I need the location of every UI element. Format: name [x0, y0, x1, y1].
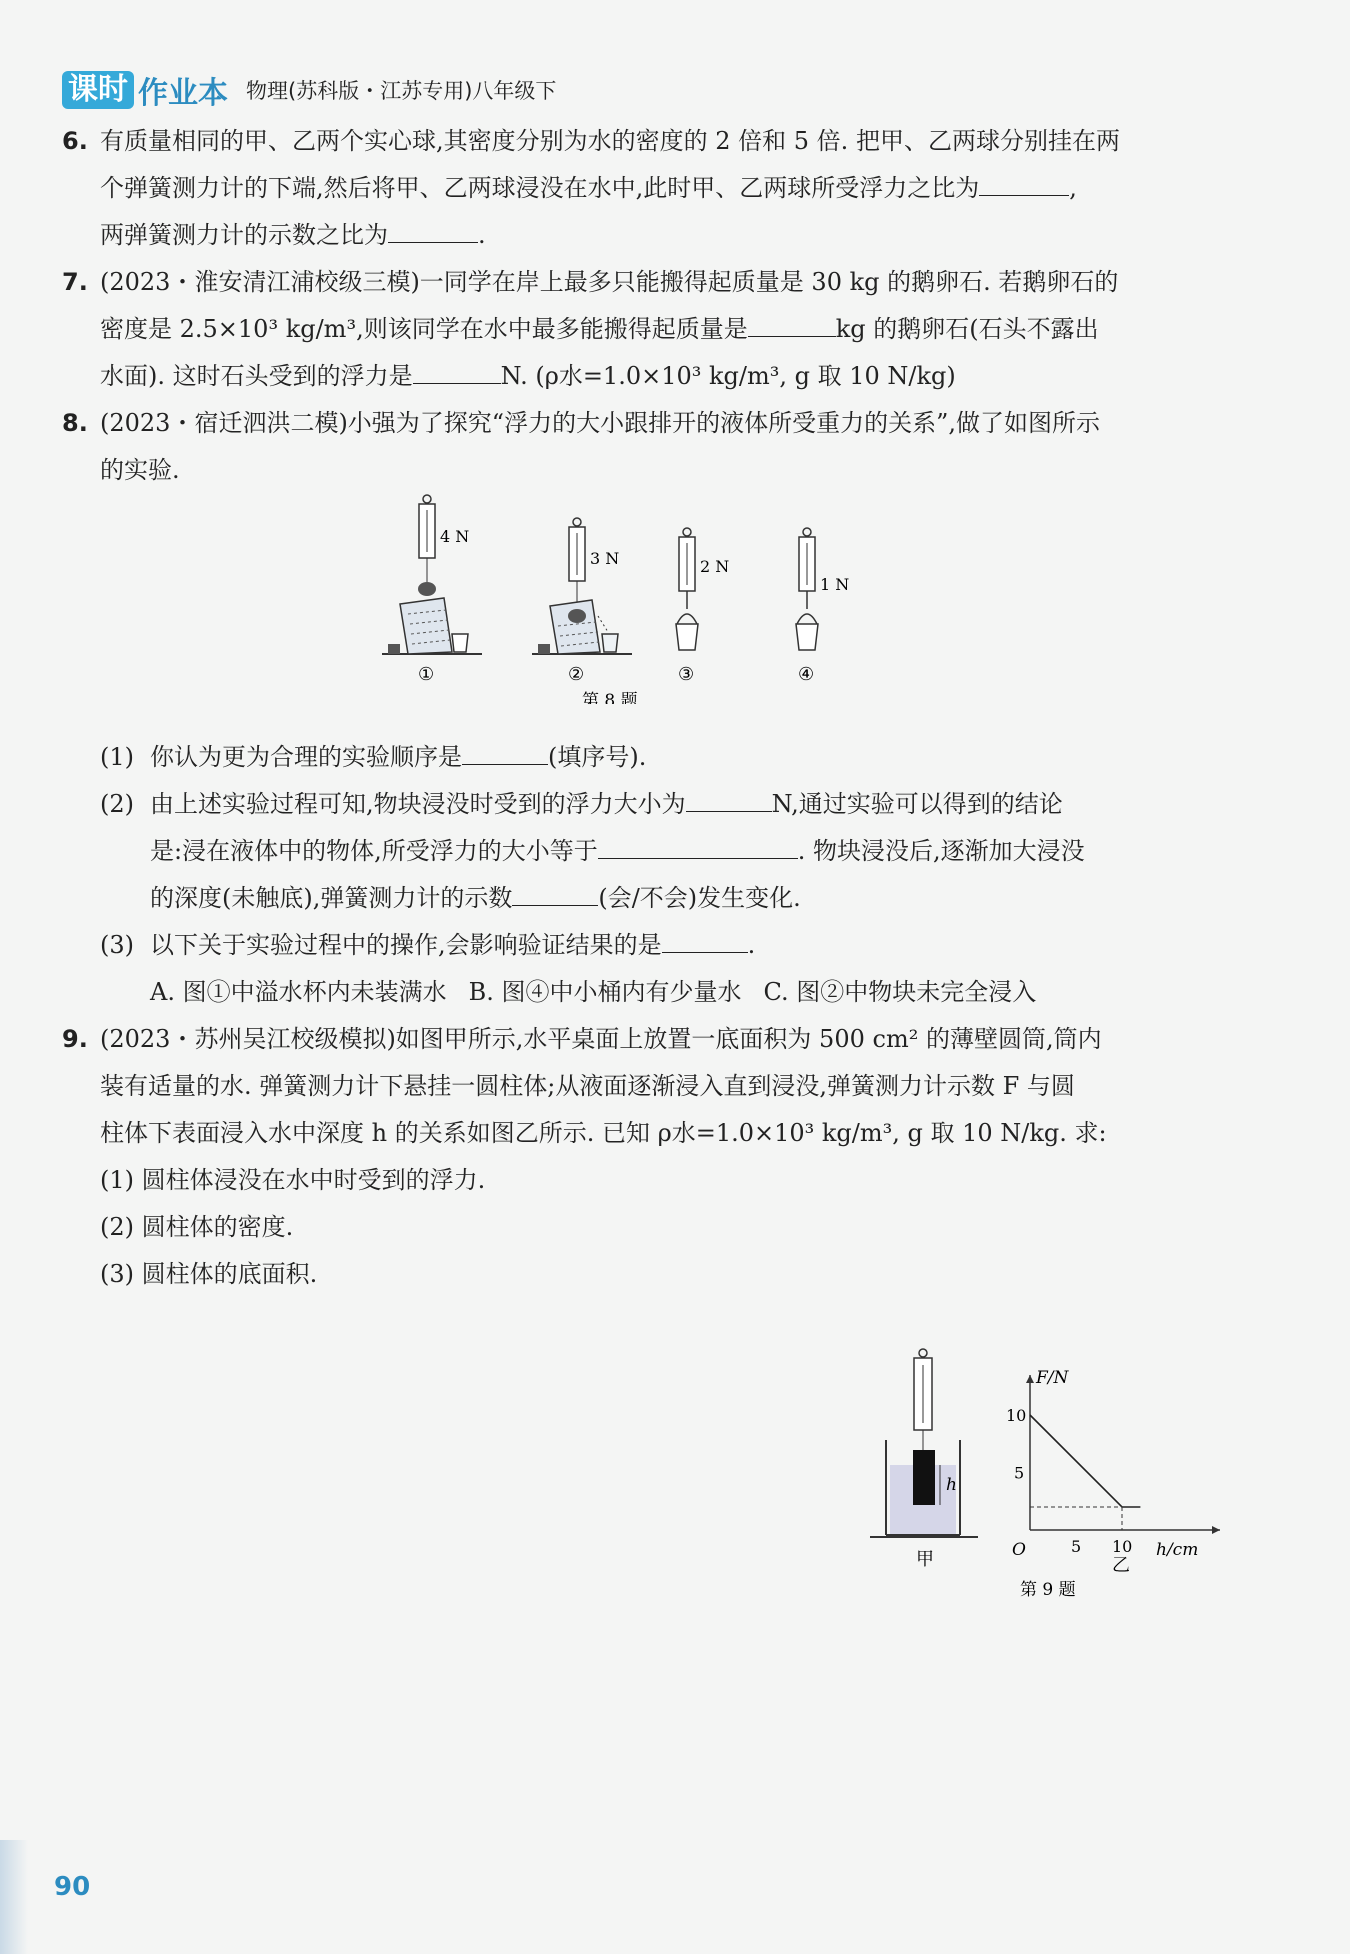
step-label: ②: [568, 664, 585, 685]
figure-9-drawing: [860, 1345, 1260, 1645]
text: N,通过实验可以得到的结论: [771, 790, 1063, 818]
question-number: 7.: [62, 268, 88, 296]
question-8-part-3: [62, 922, 1252, 969]
text: N. (ρ水=1.0×10³ kg/m³, g 取 10 N/kg): [500, 362, 956, 390]
text-line: (2023・淮安清江浦校级三模)一同学在岸上最多只能搬得起质量是 30 kg 的鹅卵石. 若鹅卵石的: [100, 268, 1119, 296]
spring-scale-experiment: [382, 494, 902, 704]
y-axis-label: F/N: [1036, 1368, 1069, 1388]
origin-label: O: [1012, 1540, 1026, 1560]
page-edge-shadow: [0, 1840, 28, 1954]
question-8: [62, 400, 1252, 494]
answer-blank[interactable]: [979, 169, 1069, 196]
page-number: 90: [54, 1872, 91, 1902]
text-line: [100, 353, 1252, 400]
answer-blank[interactable]: [388, 216, 478, 243]
depth-label: h: [946, 1475, 957, 1495]
answer-blank[interactable]: [512, 879, 598, 906]
figure-caption: 第 8 题: [582, 691, 638, 704]
force-depth-chart: [1006, 1368, 1220, 1560]
text-line: 柱体下表面浸入水中深度 h 的关系如图乙所示. 已知 ρ水=1.0×10³ kg/m³, g 取 10 N/kg. 求:: [100, 1119, 1107, 1147]
text: (3) 圆柱体的底面积.: [100, 1260, 318, 1288]
text: . 物块浸没后,逐渐加大浸没: [797, 837, 1085, 865]
question-number: 9.: [62, 1025, 88, 1053]
text-line: [100, 828, 1252, 875]
spring-scale-3: [676, 528, 698, 650]
text-line: 的实验.: [100, 456, 180, 484]
question-9-part-1: [62, 1157, 1252, 1204]
figure-9: [860, 1345, 1260, 1645]
text: 以下关于实验过程中的操作,会影响验证结果的是: [150, 931, 662, 959]
text: (填序号).: [548, 743, 647, 771]
text-line: [100, 781, 1252, 828]
text-line: (2023・宿迁泗洪二模)小强为了探究“浮力的大小跟排开的液体所受重力的关系”,做了如图所示: [100, 409, 1100, 437]
logo-tail: 作业本: [138, 76, 228, 111]
figure-8: [382, 494, 1252, 734]
text-line: [100, 306, 1252, 353]
container-setup: [870, 1349, 978, 1537]
text: 两弹簧测力计的示数之比为: [100, 221, 388, 249]
text: 个弹簧测力计的下端,然后将甲、乙两球浸没在水中,此时甲、乙两球所受浮力之比为: [100, 174, 980, 202]
text: 的深度(未触底),弹簧测力计的示数: [150, 884, 513, 912]
text-line: [100, 212, 1252, 259]
y-tick-label: 10: [1006, 1406, 1027, 1425]
answer-blank[interactable]: [748, 310, 836, 337]
part-number: (2): [100, 790, 134, 818]
question-9-part-3: [62, 1251, 1252, 1298]
figure-label-jia: 甲: [916, 1549, 934, 1570]
question-number: 6.: [62, 127, 88, 155]
text: (会/不会)发生变化.: [598, 884, 801, 912]
text-line: (2023・苏州吴江校级模拟)如图甲所示,水平桌面上放置一底面积为 500 cm² 的薄壁圆筒,筒内: [100, 1025, 1102, 1053]
y-axis-arrow: [1026, 1375, 1034, 1383]
question-8-part-2: [62, 781, 1252, 922]
reading-label: 3 N: [590, 549, 620, 568]
answer-blank[interactable]: [462, 738, 548, 765]
content: [62, 118, 1252, 1298]
text: 密度是 2.5×10³ kg/m³,则该同学在水中最多能搬得起质量是: [100, 315, 748, 343]
answer-blank[interactable]: [598, 832, 798, 859]
text: 是:浸在液体中的物体,所受浮力的大小等于: [150, 837, 598, 865]
text: 由上述实验过程可知,物块浸没时受到的浮力大小为: [150, 790, 686, 818]
question-8-options: [62, 969, 1252, 1016]
question-8-part-1: [62, 734, 1252, 781]
reading-label: 4 N: [440, 527, 470, 546]
spring-scale-2: [538, 518, 618, 654]
text: .: [747, 931, 756, 959]
text: (1) 圆柱体浸没在水中时受到的浮力.: [100, 1166, 486, 1194]
option-c[interactable]: C. 图②中物块未完全浸入: [763, 978, 1037, 1006]
text: .: [478, 221, 486, 249]
text: 你认为更为合理的实验顺序是: [150, 743, 462, 771]
part-number: (3): [100, 931, 134, 959]
overflow-cup-1: [388, 598, 468, 654]
text-line: [100, 734, 1252, 781]
answer-blank[interactable]: [413, 357, 501, 384]
spring-scale-1: [418, 495, 436, 596]
page-header: [62, 70, 556, 110]
question-7: [62, 259, 1252, 400]
option-b[interactable]: B. 图④中小桶内有少量水: [468, 978, 742, 1006]
spring-scale-4: [796, 528, 818, 650]
figure-label-yi: 乙: [1112, 1555, 1130, 1576]
logo: 课时: [62, 71, 134, 109]
step-label: ③: [678, 664, 695, 685]
question-9: [62, 1016, 1252, 1157]
step-label: ④: [798, 664, 815, 685]
step-label: ①: [418, 664, 435, 685]
text: ,: [1069, 174, 1077, 202]
text-line: [100, 922, 1252, 969]
text-line: [100, 875, 1252, 922]
text-line: [100, 165, 1252, 212]
x-tick-label: 10: [1112, 1537, 1133, 1556]
answer-blank[interactable]: [686, 785, 772, 812]
part-number: (1): [100, 743, 134, 771]
series-line: [1030, 1415, 1140, 1507]
text: kg 的鹅卵石(石头不露出: [835, 315, 1099, 343]
text: 水面). 这时石头受到的浮力是: [100, 362, 413, 390]
question-number: 8.: [62, 409, 88, 437]
question-9-part-2: [62, 1204, 1252, 1251]
text: (2) 圆柱体的密度.: [100, 1213, 294, 1241]
text-line: 装有适量的水. 弹簧测力计下悬挂一圆柱体;从液面逐渐浸入直到浸没,弹簧测力计示数 F 与圆: [100, 1072, 1075, 1100]
x-axis-label: h/cm: [1156, 1540, 1199, 1560]
answer-blank[interactable]: [662, 926, 748, 953]
figure-caption: 第 9 题: [1020, 1580, 1076, 1600]
x-tick-label: 5: [1071, 1537, 1082, 1556]
text-line: 有质量相同的甲、乙两个实心球,其密度分别为水的密度的 2 倍和 5 倍. 把甲、乙两球分别挂在两: [100, 127, 1120, 155]
reading-label: 2 N: [700, 557, 730, 576]
question-6: [62, 118, 1252, 259]
reading-label: 1 N: [820, 575, 850, 594]
option-a[interactable]: A. 图①中溢水杯内未装满水: [150, 978, 447, 1006]
book-subtitle: 物理(苏科版・江苏专用)八年级下: [246, 79, 557, 103]
y-tick-label: 5: [1014, 1463, 1025, 1483]
x-axis-arrow: [1212, 1526, 1220, 1534]
